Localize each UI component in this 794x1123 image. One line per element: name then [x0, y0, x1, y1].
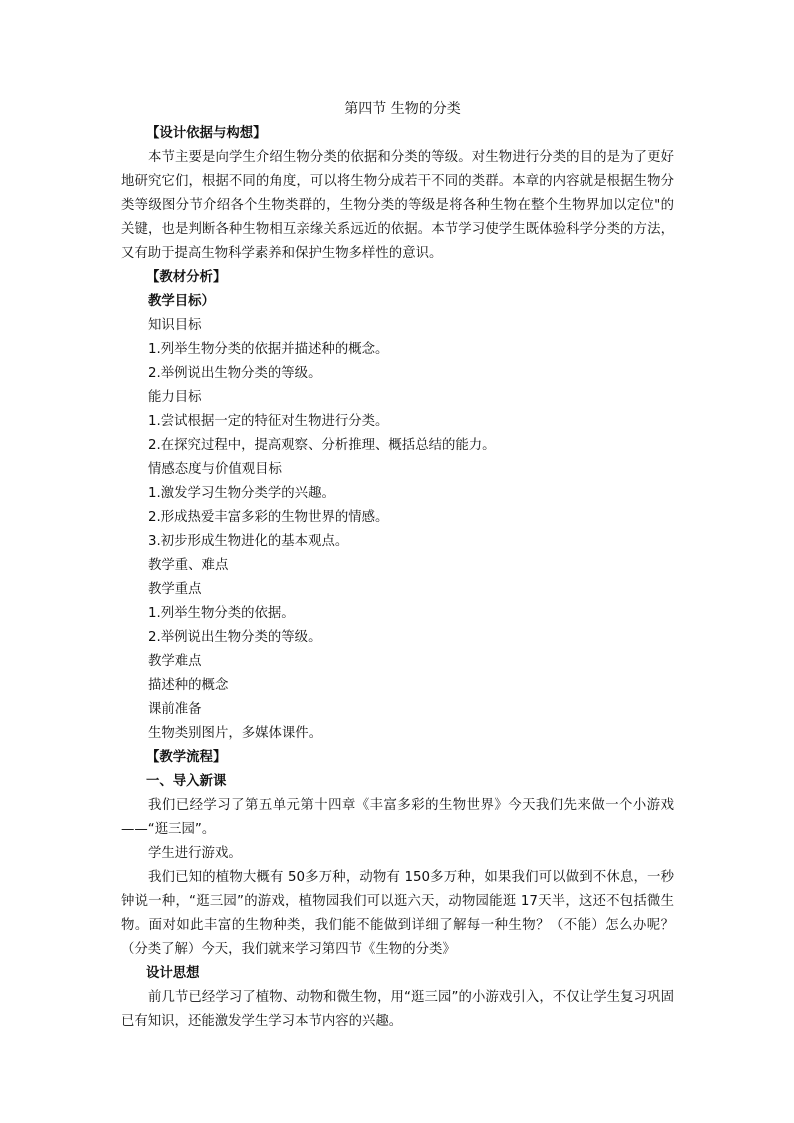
text-line: 2.在探究过程中，提高观察、分析推理、概括总结的能力。 [148, 438, 496, 453]
text-line: 2.形成热爱丰富多彩的生物世界的情感。 [148, 510, 389, 525]
text-line: 教学难点 [148, 654, 202, 669]
text-line: 1.激发学习生物分类学的兴趣。 [148, 486, 335, 501]
text-line: 知识目标 [148, 318, 202, 333]
text-line: 课前准备 [148, 702, 202, 717]
subsection-heading: 教学目标） [148, 294, 215, 309]
document-body [121, 122, 674, 1034]
section-heading: 【设计依据与构想】 [146, 126, 267, 141]
text-line: 能力目标 [148, 390, 202, 405]
body-paragraph: 本节主要是向学生介绍生物分类的依据和分类的等级。对生物进行分类的目的是为了更好地研究它们，根据不同的角度，可以将生物分成若干不同的类群。本章的内容就是根据生物分类等级图分节介绍各个生物类群的，生物分类的等级是将各种生物在整个生物界加以定位"的关键，也是判断各种生物相互亲缘关系远近的依据。本节学习使学生既体验科学分类的方法，又有助于提高生物科学素养和保护生物多样性的意识。 [121, 150, 674, 261]
text-line: 情感态度与价值观目标 [148, 462, 282, 477]
body-paragraph: 我们已知的植物大概有 50多万种，动物有 150多万种，如果我们可以做到不休息，一秒钟说一种，“逛三园”的游戏，植物园我们可以逛六天，动物园能逛 17天半，这还不包括微生物。面对如此丰富的生物种类，我们能不能做到详细了解每一种生物？（不能）怎么办呢？（分类了解）今天，我们就来学习第四节《生物的分类》 [121, 870, 674, 957]
text-line: 1.列举生物分类的依据。 [148, 606, 295, 621]
text-line: 1.列举生物分类的依据并描述种的概念。 [148, 342, 389, 357]
text-line: 描述种的概念 [148, 678, 229, 693]
section-heading: 设计思想 [146, 966, 200, 981]
text-line: 1.尝试根据一定的特征对生物进行分类。 [148, 414, 389, 429]
section-heading: 【教材分析】 [146, 270, 227, 285]
body-paragraph: 我们已经学习了第五单元第十四章《丰富多彩的生物世界》今天我们先来做一个小游戏——“逛三园”。 [121, 798, 674, 837]
text-line: 教学重、难点 [148, 558, 229, 573]
document-title: 第四节 生物的分类 [344, 101, 461, 117]
text-line: 生物类别图片，多媒体课件。 [148, 726, 323, 741]
text-line: 2.举例说出生物分类的等级。 [148, 630, 322, 645]
section-heading: 一、导入新课 [146, 774, 227, 789]
document-page [121, 98, 674, 1034]
body-paragraph: 前几节已经学习了植物、动物和微生物，用“逛三园”的小游戏引入，不仅让学生复习巩固已有知识，还能激发学生学习本节内容的兴趣。 [121, 990, 674, 1029]
text-line: 2.举例说出生物分类的等级。 [148, 366, 322, 381]
section-heading: 【教学流程】 [146, 750, 227, 765]
text-line: 教学重点 [148, 582, 202, 597]
text-line: 学生进行游戏。 [148, 846, 242, 861]
text-line: 3.初步形成生物进化的基本观点。 [148, 534, 349, 549]
